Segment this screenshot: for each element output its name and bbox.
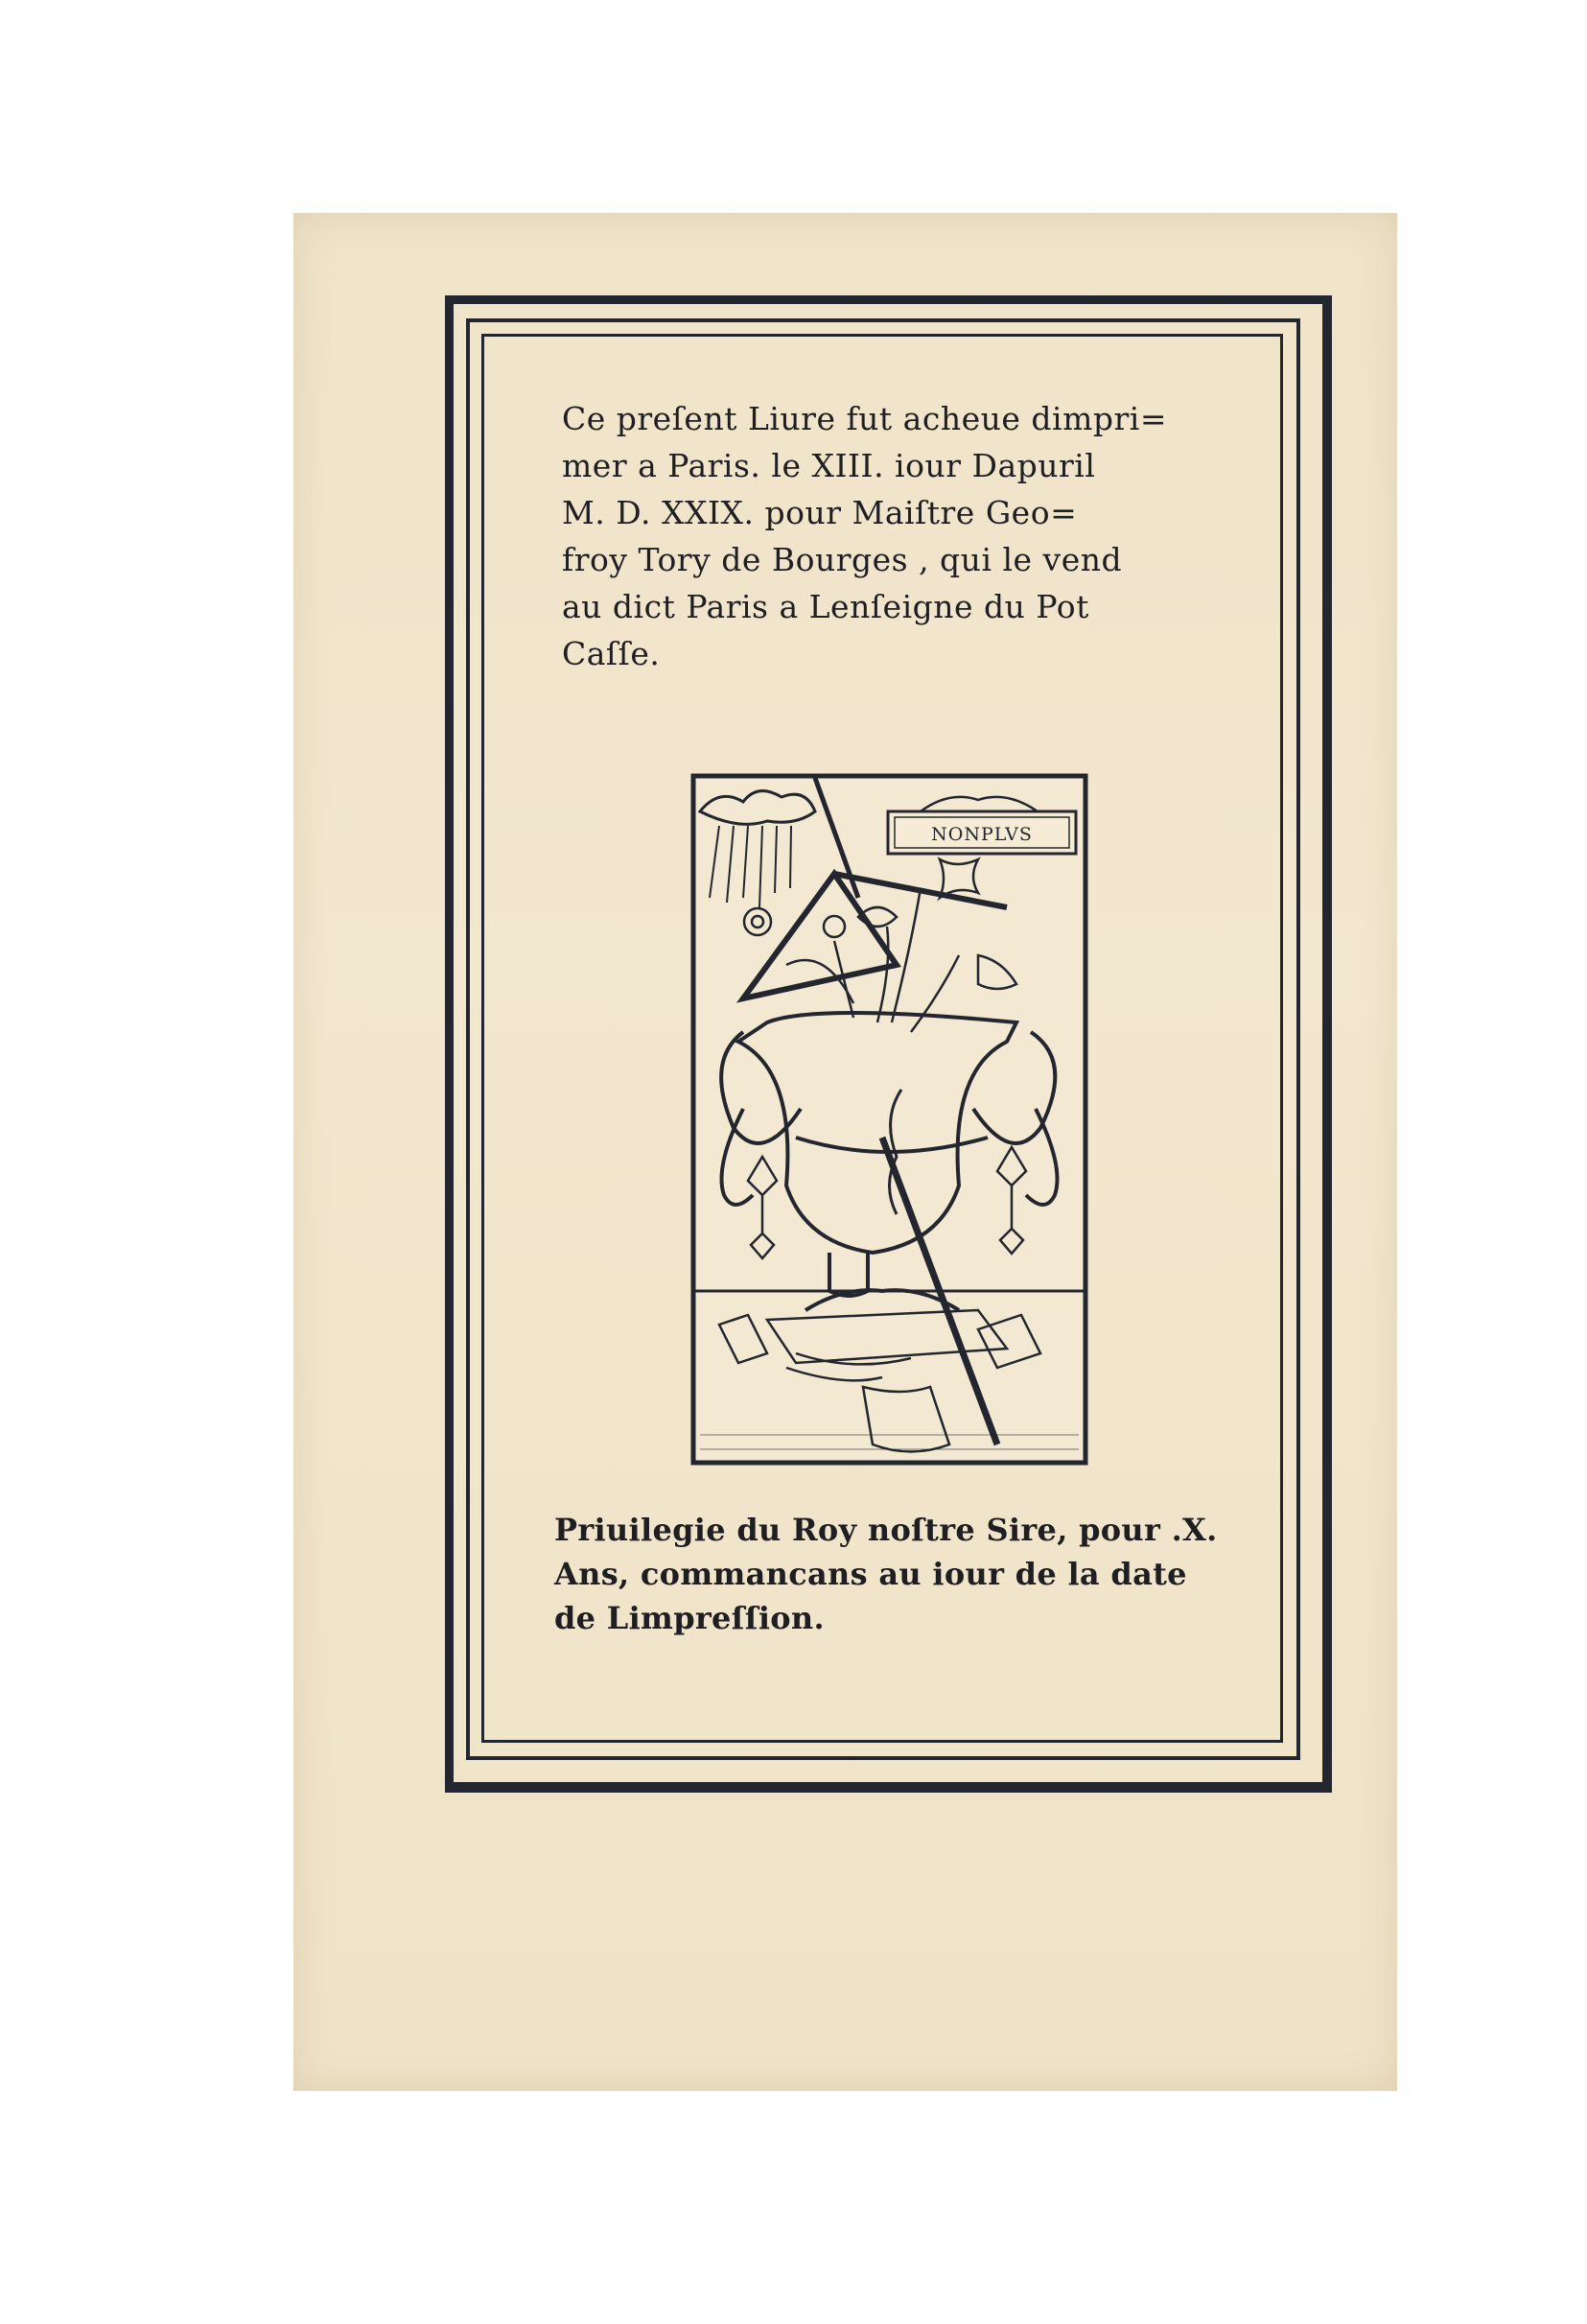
colophon-text xyxy=(562,395,1224,677)
privilege-text xyxy=(554,1508,1225,1640)
colophon-line: mer a Paris. le XIII. iour Dapuril xyxy=(562,447,1096,484)
book-page xyxy=(293,213,1397,2091)
privilege-line: de Limpreſſion. xyxy=(554,1600,825,1636)
colophon-line: M. D. XXIX. pour Maiſtre Geo= xyxy=(562,494,1078,531)
colophon-line: froy Tory de Bourges , qui le vend xyxy=(562,541,1123,578)
broken-vase-woodcut-icon xyxy=(690,773,1088,1466)
privilege-line: Ans, commancans au iour de la date xyxy=(554,1556,1187,1592)
colophon-line: Ce preſent Liure fut acheue dimpri= xyxy=(562,400,1167,437)
colophon-line: Caſſe. xyxy=(562,635,661,672)
colophon-line: au dict Paris a Lenſeigne du Pot xyxy=(562,588,1089,625)
motto-label: NONPLVS xyxy=(931,824,1033,845)
privilege-line: Priuilegie du Roy noſtre Sire, pour .X. xyxy=(554,1512,1218,1548)
